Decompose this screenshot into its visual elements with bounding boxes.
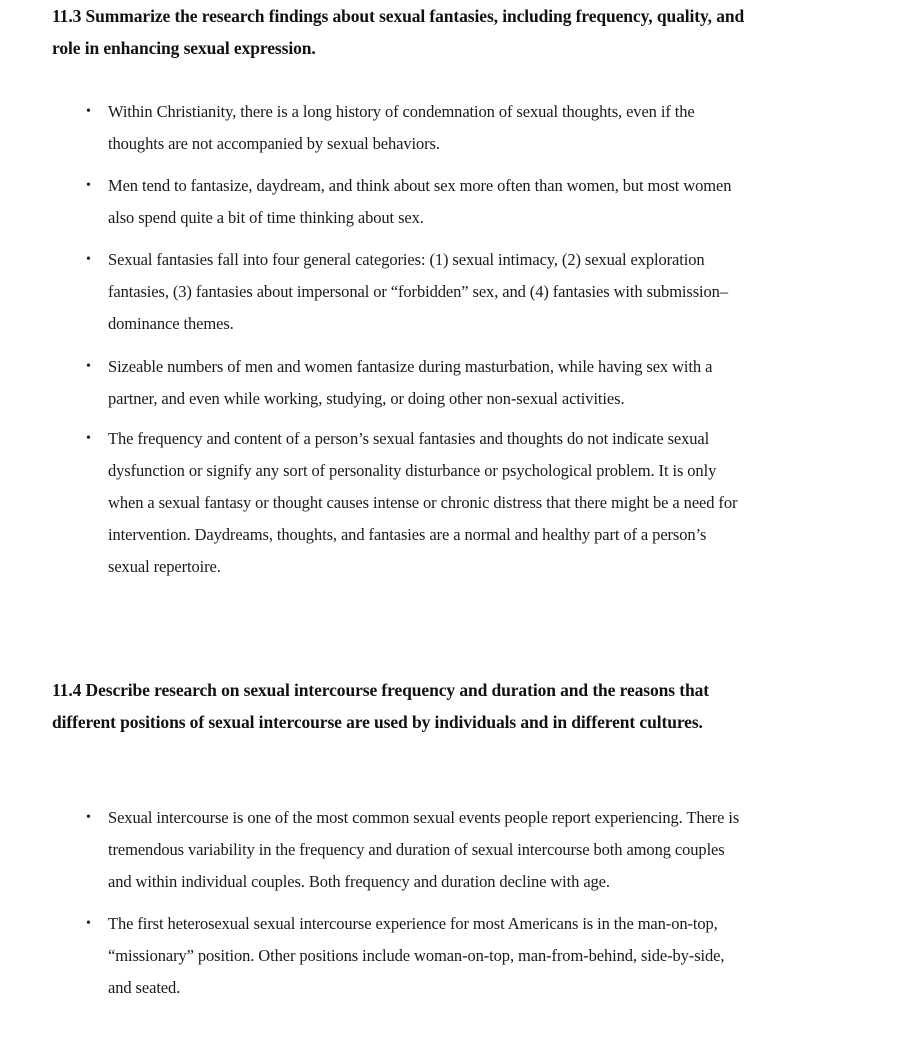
- bullet-text: The first heterosexual sexual intercourse experience for most Americans is in the man-on-top, “missionary” position. Other positions include woman-on-top, man-from-behind, side-by-side, and seated.: [108, 914, 725, 997]
- list-item: [0, 96, 748, 160]
- bullet-icon: •: [86, 431, 91, 446]
- bullet-text: The frequency and content of a person’s sexual fantasies and thoughts do not indicate sexual dysfunction or signify any sort of personality disturbance or psychological problem. It is only when a sexual fantasy or thought causes intense or chronic distress that there might be a need for intervention. Daydreams, thoughts, and fantasies are a normal and healthy part of a person’s sexual repertoire.: [108, 429, 738, 576]
- bullet-text: Sexual intercourse is one of the most common sexual events people report experiencing. There is tremendous variability in the frequency and duration of sexual intercourse both among couples and within individual couples. Both frequency and duration decline with age.: [108, 808, 740, 891]
- section-heading-11-4: 11.4 Describe research on sexual intercourse frequency and duration and the reasons that different positions of sexual intercourse are used by individuals and in different cultures.: [52, 680, 710, 732]
- list-item: [0, 170, 748, 234]
- bullet-icon: •: [86, 916, 91, 931]
- bullet-icon: •: [86, 810, 91, 825]
- bullet-text: Sizeable numbers of men and women fantasize during masturbation, while having sex with a partner, and even while working, studying, or doing other non-sexual activities.: [108, 357, 713, 408]
- list-item: [0, 244, 748, 340]
- bullet-icon: •: [86, 104, 91, 119]
- bullet-icon: •: [86, 252, 91, 267]
- list-item: [0, 908, 748, 1004]
- bullet-icon: •: [86, 359, 91, 374]
- bullet-list-11-4: [0, 802, 908, 1004]
- list-item: [0, 351, 748, 415]
- bullet-text: Men tend to fantasize, daydream, and think about sex more often than women, but most women also spend quite a bit of time thinking about sex.: [108, 176, 732, 227]
- bullet-list-11-3: [0, 96, 908, 583]
- section-heading-11-3: 11.3 Summarize the research findings about sexual fantasies, including frequency, quality, and role in enhancing sexual expression.: [52, 6, 745, 58]
- bullet-text: Sexual fantasies fall into four general categories: (1) sexual intimacy, (2) sexual exploration fantasies, (3) fantasies about impersonal or “forbidden” sex, and (4) fantasies with submission–dominance themes.: [108, 250, 728, 333]
- list-item: [0, 423, 748, 583]
- list-item: [0, 802, 748, 898]
- bullet-icon: •: [86, 178, 91, 193]
- bullet-text: Within Christianity, there is a long history of condemnation of sexual thoughts, even if the thoughts are not accompanied by sexual behaviors.: [108, 102, 695, 153]
